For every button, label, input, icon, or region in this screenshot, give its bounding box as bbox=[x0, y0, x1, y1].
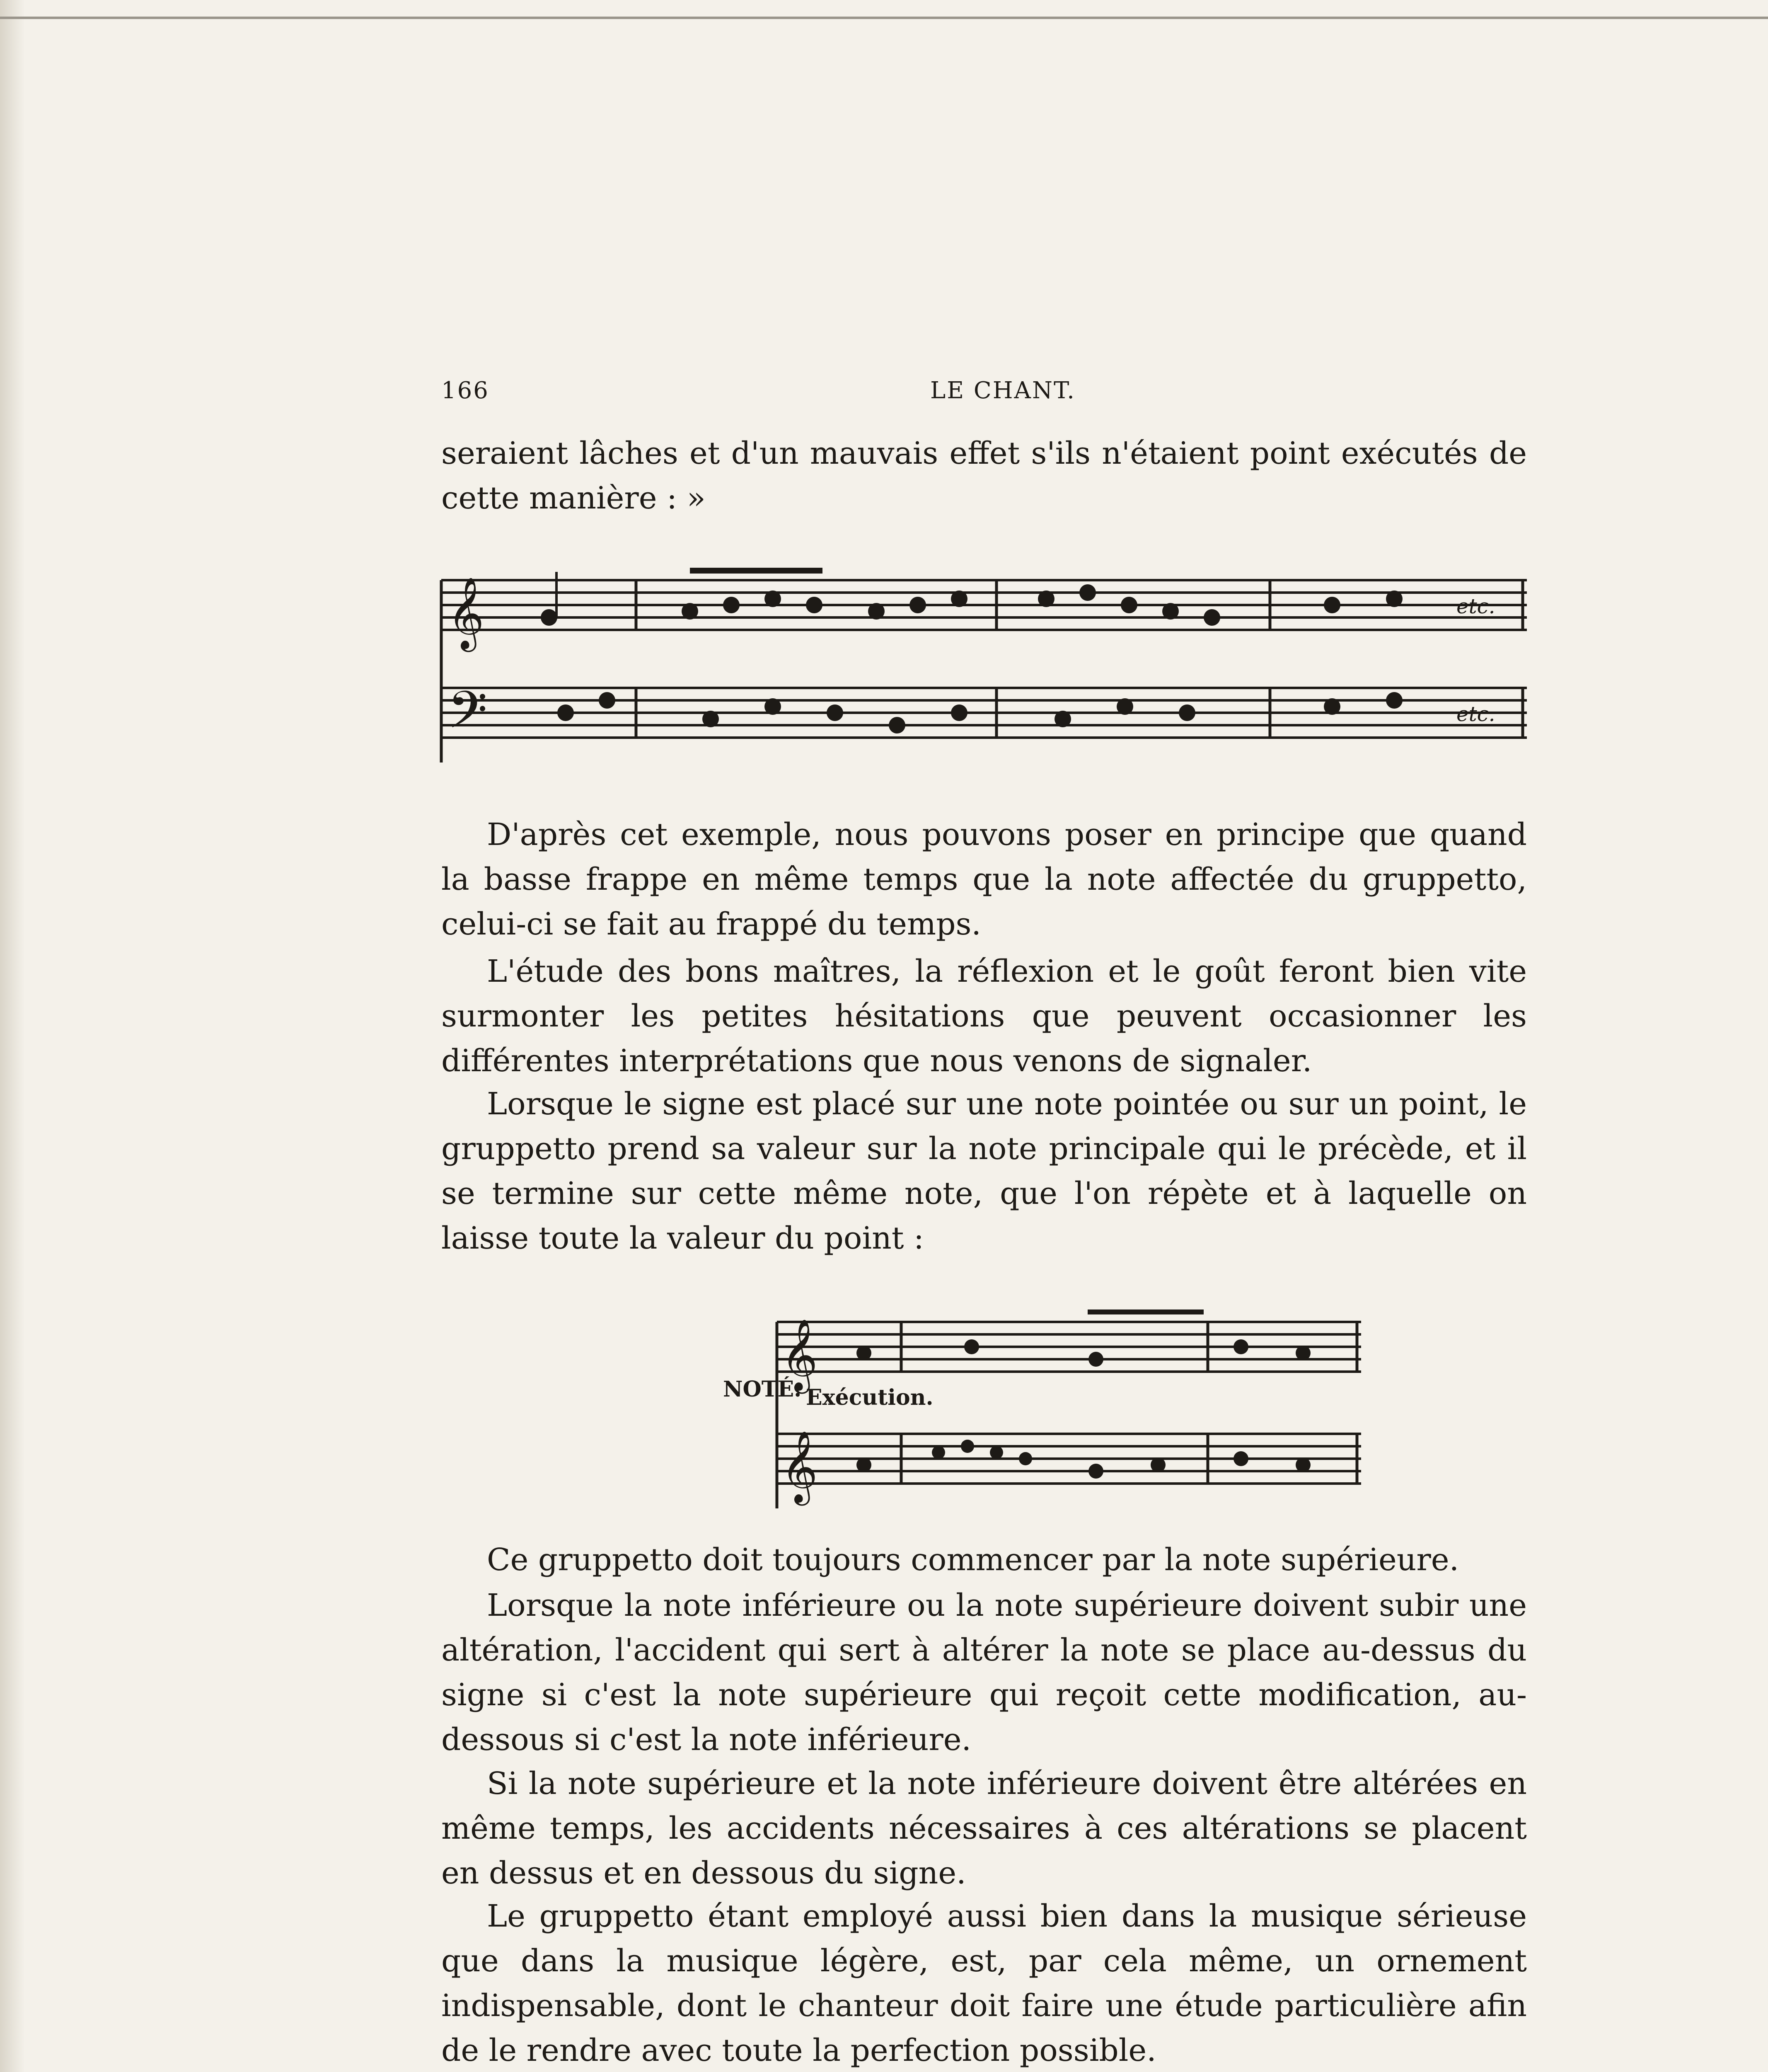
music-example-2 bbox=[723, 1276, 1369, 1508]
paragraph-5: Ce gruppetto doit toujours commencer par la note supérieure. bbox=[487, 1542, 1459, 1578]
paragraph-2: D'après cet exemple, nous pouvons poser en principe que quand la basse frappe en même temps que la note affectée du gruppetto, celui-ci se fait au frappé du temps. bbox=[441, 817, 1527, 942]
page-header bbox=[441, 377, 1527, 406]
etc-marking: etc. bbox=[1456, 594, 1495, 618]
etc-marking-bass: etc. bbox=[1456, 702, 1495, 726]
svg-text:𝄞: 𝄞 bbox=[781, 1431, 818, 1503]
music-example-1 bbox=[441, 555, 1527, 796]
running-title: LE CHANT. bbox=[930, 377, 1076, 404]
paragraph-6: Lorsque la note inférieure ou la note supérieure doivent subir une altération, l'accident qui sert à altérer la note se place au-dessus du signe si c'est la note supérieure qui reçoit cette modification, au-dessous si c'est la note inférieure. bbox=[441, 1588, 1527, 1757]
paragraph-3: L'étude des bons maîtres, la réflexion et le goût feront bien vite surmonter les petites hésitations que peuvent occasionner les différentes interprétations que nous venons de signaler. bbox=[441, 954, 1527, 1079]
execution-staff bbox=[777, 1431, 1361, 1506]
svg-text:𝄞: 𝄞 bbox=[781, 1319, 818, 1391]
paragraph-4: Lorsque le signe est placé sur une note pointée ou sur un point, le gruppetto prend sa valeur sur la note principale qui le précède, et il se termine sur cette même note, que l'on répète et à laquelle on laisse toute la valeur du point : bbox=[441, 1086, 1527, 1256]
svg-text:𝄢: 𝄢 bbox=[447, 680, 488, 753]
label-execution: Exécution. bbox=[806, 1385, 934, 1410]
paragraph-8: Le gruppetto étant employé aussi bien dans la musique sérieuse que dans la musique légère, est, par cela même, un ornement indispensable, dont le chanteur doit faire une étude particulière afin de le rendre avec toute la perfection possible. bbox=[441, 1898, 1527, 2068]
paragraph-1: seraient lâches et d'un mauvais effet s'ils n'étaient point exécutés de cette manière : » bbox=[441, 436, 1527, 516]
page-number: 166 bbox=[441, 377, 489, 404]
bass-staff bbox=[441, 680, 1527, 753]
paragraph-9 bbox=[441, 2068, 1527, 2072]
svg-text:𝄞: 𝄞 bbox=[447, 577, 484, 649]
page-top-border bbox=[0, 17, 1768, 23]
label-note: NOTÉ. bbox=[723, 1377, 802, 1402]
page-edge-shadow bbox=[0, 0, 25, 2072]
treble-staff bbox=[441, 568, 1527, 762]
paragraph-7: Si la note supérieure et la note inférieure doivent être altérées en même temps, les accidents nécessaires à ces altérations se placent en dessus et en dessous du signe. bbox=[441, 1766, 1527, 1891]
